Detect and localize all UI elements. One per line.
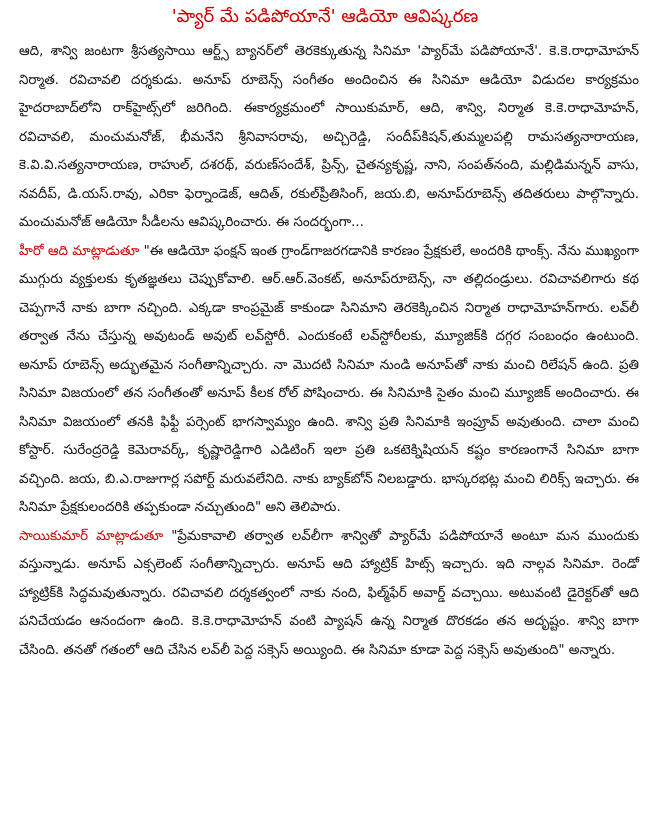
hero-aadi-paragraph bbox=[19, 238, 639, 523]
page-title: 'ప్యార్ మే పడిపోయానే' ఆడియో ఆవిష్కరణ bbox=[171, 6, 479, 27]
article-body bbox=[19, 38, 639, 665]
saikumar-quote: "ప్రేమకావాలి తర్వాత లవ్‌లీగా శాన్వితో ప్యార్‌మే పడిపోయానే అంటూ మన ముందుకు వస్తున్నాడు. అనూప్ ఎక్సలెంట్ సంగీతాన్నిచ్చారు. అనూప్ ఆది హ్యాట్రిక్ హిట్స్ ఇచ్చారు. ఇది నాల్గవ సినిమా. రెండో హ్యాట్రిక్‌కి సిద్ధమవుతున్నారు. రవిచావలి దర్శకత్వంలో నాకు నంది, ఫిల్మ్‌ఫేర్ అవార్డ్ వచ్చాయి. అటువంటి డైరెక్టర్‌తో ఆది పనిచేయడం ఆనందంగా ఉంది. కె.కె.రాధామోహన్ వంటి ప్యాషన్ ఉన్న నిర్మాత దొరకడం తన అదృష్టం. శాన్వి బాగా చేసింది. తనతో గతంలో ఆది చేసిన లవ్‌లీ పెద్ద సక్సెస్ అయ్యింది. ఈ సినిమా కూడా పెద్ద సక్సెస్ అవుతుంది" అన్నారు. bbox=[19, 528, 640, 658]
intro-paragraph bbox=[19, 38, 639, 238]
speaker-label-saikumar: సాయికుమార్ మాట్లాడుతూ bbox=[19, 528, 164, 544]
speaker-label-aadi: హీరో ఆది మాట్లాడుతూ bbox=[19, 243, 140, 259]
hero-aadi-quote: "ఈ ఆడియో ఫంక్షన్ ఇంత గ్రాండ్‌గాజరగడానికి కారణం ప్రేక్షకులే, అందరికి థాంక్స్. నేను ముఖ్యంగా ముగ్గురు వ్యక్తులకు కృతజ్ఞతలు చెప్పుకోవాలి. ఆర్.ఆర్.వెంకట్, అనూప్‌రూబెన్స్, నా తల్లిదండ్రులు. రవిచావలిగారు కథ చెప్పగానే నాకు బాగా నచ్చింది. ఎక్కడా కాంప్రమైజ్ కాకుండా సినిమాని తెరకెక్కించిన నిర్మాత రాధామోహన్‌గారు. లవ్‌లీ తర్వాత నేను చేస్తున్న అవుటండ్ అవుట్ లవ్‌స్టోరీ. ఎందుకంటే లవ్‌స్టోరీలకు, మ్యూజిక్‌కి దగ్గర సంబంధం ఉంటుంది. అనూప్ రూబెన్స్ అద్భుతమైన సంగీతాన్నిచ్చారు. నా మొదటి సినిమా నుండి అనూప్‌తో నాకు మంచి రిలేషన్ ఉంది. ప్రతి సినిమా విజయంలో తన సంగీతంతో అనూప్ కీలక రోల్ పోషించారు. ఈ సినిమాకి సైతం మంచి మ్యూజిక్ అందించారు. ఈ సినిమా విజయంలో తనకి ఫిఫ్టీ పర్సెంట్ భాగస్వామ్యం ఉంది. శాన్వి ప్రతి సినిమాకి ఇంప్రూవ్ అవుతుంది. చాలా మంచి కోస్టార్. సురేంద్రరెడ్డి కెమెరావర్క్, కృష్ణారెడ్డిగారి ఎడిటింగ్ ఇలా ప్రతి ఒకటెక్నిషియన్ కష్టం కారణంగానే సినిమా బాగా వచ్చింది. జయ, బి.ఎ.రాజుగార్ల సపోర్ట్ మరువలేనిది. నాకు బ్యాక్‌బోన్ నిలబడ్డారు. భాస్కరభట్ల మంచి లిరిక్స్ ఇచ్చారు. ఈ సినిమా ప్రేక్షకులందరికి తప్పకుండా నచ్చుతుంది" అని తెలిపారు. bbox=[19, 243, 639, 515]
saikumar-paragraph bbox=[19, 523, 639, 666]
intro-text: ఆది, శాన్వి జంటగా శ్రీసత్యసాయి ఆర్ట్స్ బ్యానర్‌లో తెరకెక్కుతున్న సినిమా 'ప్యార్‌మే పడిపోయానే'. కె.కె.రాధామోహన్ నిర్మాత. రవిచావలి దర్శకుడు. అనూప్ రూబెన్స్ సంగీతం అందించిన ఈ సినిమా ఆడియో విడుదల కార్యక్రమం హైదరాబాద్‌లోని రాక్‌హైట్స్‌లో జరిగింది. ఈకార్యక్రమంలో సాయికుమార్, ఆది, శాన్వి, నిర్మాత కె.కె.రాధామోహన్, రవిచావలి, మంచుమనోజ్, భీమనేని శ్రీనివాసరావు, అచ్చిరెడ్డి, సందీప్‌కిషన్,తుమ్మలపల్లి రామసత్యనారాయణ, కె.వి.వి.సత్యనారాయణ, రాహుల్, దశరథ్, వరుణ్‌సందేశ్, ప్రిన్స్, చైతన్యకృష్ణ, నాని, సంపత్‌నంది, మల్లిడిమన్నన్ వాసు, నవదీప్, డి.యస్.రావు, ఎరికా ఫెర్నాండెజ్, ఆదిత్, రకుల్‌ప్రీతిసింగ్, జయ.బి, అనూప్‌రూబెన్స్ తదితరులు పాల్గొన్నారు. మంచుమనోజ్ ఆడియో సీడీలను ఆవిష్కరించారు. ఈ సందర్భంగా... bbox=[19, 44, 639, 230]
